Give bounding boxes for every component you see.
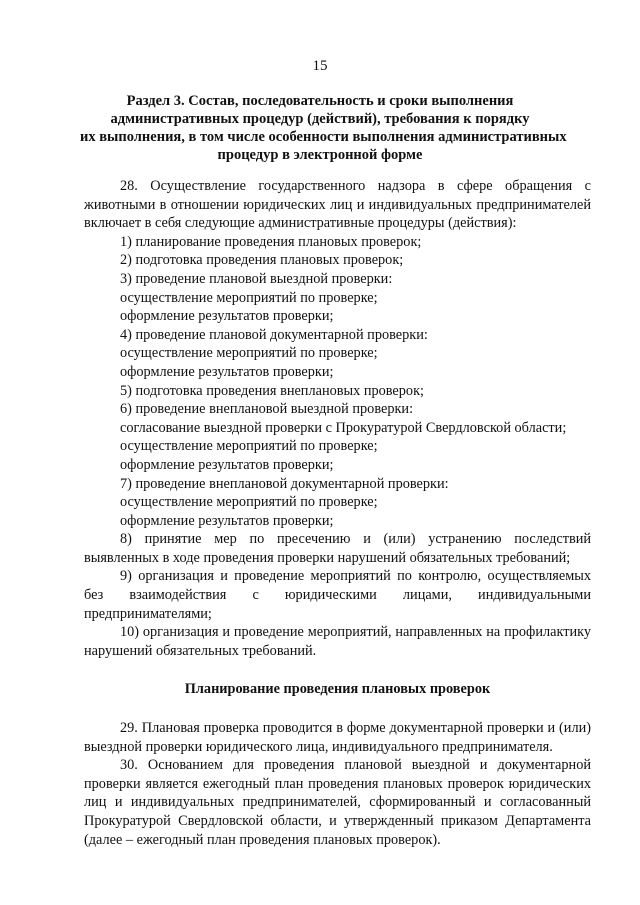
- paragraph-30: 30. Основанием для проведения плановой выездной и документарной проверки является ежегодный план проведения плановых проверок юридических лиц и индивидуальных предпринимателей, сформированный и согласованный Прокуратурой Свердловской области, и утвержденный приказом Департамента (далее – ежегодный план проведения плановых проверок).: [84, 757, 591, 848]
- list-item: согласование выездной проверки с Прокуратурой Свердловской области;: [120, 419, 567, 436]
- list-item: 4) проведение плановой документарной проверки:: [120, 326, 428, 343]
- list-item: осуществление мероприятий по проверке;: [120, 345, 378, 362]
- list-item-9: 9) организация и проведение мероприятий по контролю, осуществляемых без взаимодействия с юридическими лицами, индивидуальными предпринимателями;: [84, 568, 591, 622]
- list-item: 3) проведение плановой выездной проверки:: [120, 270, 393, 287]
- list-item: 5) подготовка проведения внеплановых проверок;: [120, 382, 424, 399]
- list-item: оформление результатов проверки;: [120, 308, 334, 325]
- list-item: 1) планирование проведения плановых проверок;: [120, 233, 422, 250]
- paragraph-29: 29. Плановая проверка проводится в форме документарной проверки и (или) выездной проверки юридического лица, индивидуального предпринимателя.: [84, 720, 591, 755]
- list-item: оформление результатов проверки;: [120, 456, 334, 473]
- section-title-line: Раздел 3. Состав, последовательность и сроки выполнения: [126, 93, 514, 109]
- page-number: 15: [312, 58, 328, 74]
- list-item: осуществление мероприятий по проверке;: [120, 438, 378, 455]
- list-item: 6) проведение внеплановой выездной проверки:: [120, 401, 414, 418]
- subheading: Планирование проведения плановых проверок: [184, 681, 491, 698]
- list-item-10: 10) организация и проведение мероприятий, направленных на профилактику нарушений обязательных требований.: [84, 624, 591, 659]
- section-title: [80, 92, 567, 164]
- section-title-line: их выполнения, в том числе особенности выполнения административных: [80, 129, 567, 145]
- section-title-line: административных процедур (действий), требования к порядку: [110, 111, 530, 127]
- list-item: осуществление мероприятий по проверке;: [120, 289, 378, 306]
- list-item: 2) подготовка проведения плановых проверок;: [120, 252, 404, 269]
- list-item: осуществление мероприятий по проверке;: [120, 494, 378, 511]
- list-item: оформление результатов проверки;: [120, 363, 334, 380]
- section-title-line: процедур в электронной форме: [217, 147, 423, 163]
- list-item: оформление результатов проверки;: [120, 512, 334, 529]
- list-item: 7) проведение внеплановой документарной проверки:: [120, 475, 449, 492]
- list-item-8: 8) принятие мер по пресечению и (или) устранению последствий выявленных в ходе проведения проверки нарушений обязательных требований;: [84, 531, 591, 566]
- body-text: [84, 177, 591, 849]
- paragraph-28-intro: 28. Осуществление государственного надзора в сфере обращения с животными в отношении юридических лиц и индивидуальных предпринимателей включает в себя следующие административные процедуры (действия):: [84, 178, 591, 232]
